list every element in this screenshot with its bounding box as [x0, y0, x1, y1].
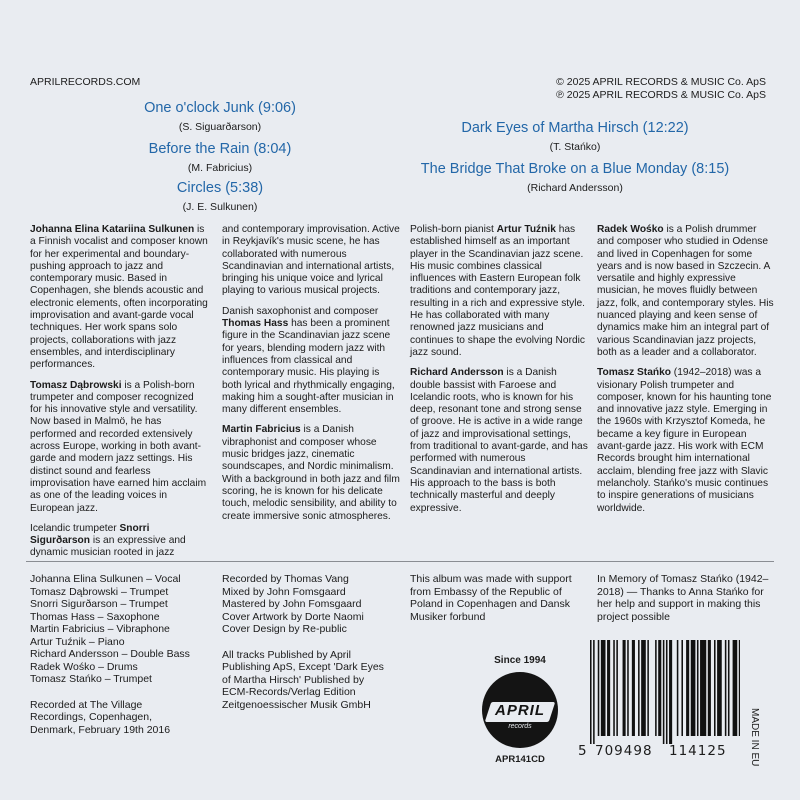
bio-text: is a Finnish vocalist and composer known for her experimental and boundary-pushing approach to jazz and contemporary music. Based in Copenhagen, she blends acoustic and electronic elements, often incorporating improvisation and avant-garde vocal techniques. Her work spans solo projects, collaborations with jazz ensembles, and interdisciplinary performances. [30, 224, 208, 371]
bio-name: Artur Tuźnik [496, 224, 556, 235]
track-title: Before the Rain (8:04) [148, 141, 292, 157]
barcode-bar [601, 640, 606, 736]
barcode-bar [598, 640, 600, 736]
support-note-block [410, 573, 580, 623]
bio-prefix: Polish-born pianist [410, 224, 497, 235]
bio-column-2 [222, 224, 400, 531]
track-item [110, 180, 330, 213]
barcode-bars [590, 640, 740, 744]
bio-paragraph [222, 424, 400, 522]
bio-paragraph [597, 367, 775, 515]
barcode-bar [708, 640, 711, 736]
bio-paragraph [222, 306, 400, 417]
publishing-note: All tracks Published by April Publishing ApS, Except 'Dark Eyes of Martha Hirsch' Published by ECM-Records/Verlag Edition Zeitgenoessischer Musik GmbH [222, 648, 384, 711]
barcode-bar [686, 640, 689, 736]
production-item: Mastered by John Fomsgaard [222, 598, 362, 610]
barcode-bar [607, 640, 610, 736]
memoriam-block [597, 573, 775, 623]
barcode-bar [593, 640, 595, 744]
bio-paragraph [410, 224, 588, 359]
catalog-number: APR141CD [495, 754, 545, 765]
barcode-bar [623, 640, 626, 736]
bio-text: has been a prominent figure in the Scandinavian jazz scene for years, blending modern jazz with influences from classical and contemporary music. His playing is both lyrical and rhythmically engaging, making him a sought-after musician in many different ensembles. [222, 318, 395, 416]
bio-text: and contemporary improvisation. Active in Reykjavík's music scene, he has collaborated with numerous Scandinavian and international artists, bringing his unique voice and lyrical playing to various musical projects. [222, 224, 400, 297]
barcode-bar [655, 640, 657, 736]
bio-name: Snorri Sigurðarson [30, 522, 150, 547]
copyright-line [556, 76, 766, 102]
memoriam-note: In Memory of Tomasz Stańko (1942–2018) — Thanks to Anna Stańko for her help and support in making this project possible [597, 573, 769, 623]
bio-paragraph [597, 224, 775, 359]
production-item: Recorded by Thomas Vang [222, 573, 349, 585]
bio-column-4 [597, 224, 775, 523]
support-note: This album was made with support from Embassy of the Republic of Poland in Copenhagen and Dansk Musiker forbund [410, 573, 572, 623]
track-item [410, 161, 740, 194]
track-item [110, 141, 330, 180]
bio-paragraph [222, 224, 400, 298]
barcode-bar [700, 640, 706, 736]
production-item: Mixed by John Fomsgaard [222, 585, 346, 598]
track-item [410, 120, 740, 161]
track-title: The Bridge That Broke on a Blue Monday (8:15) [420, 161, 730, 177]
bio-paragraph [30, 380, 208, 515]
logo-wordmark: APRIL [495, 702, 545, 719]
bio-paragraph [30, 523, 208, 560]
track-composer: (Richard Andersson) [527, 182, 623, 194]
phonogram-text: ℗ 2025 APRIL RECORDS & MUSIC Co. ApS [556, 89, 766, 101]
bio-name: Richard Andersson [410, 367, 504, 379]
barcode-bar [613, 640, 615, 736]
personnel-item: Radek Wośko – Drums [30, 660, 138, 673]
barcode-bar [666, 640, 668, 744]
section-divider [26, 561, 774, 562]
bio-text: is a Danish double bassist with Faroese and Icelandic roots, who is known for his deep, resonant tone and strong sense of groove. He is active in a wide range of jazz and improvisational settings, from traditional to avant-garde, and has performed with numerous Scandinavian and international artists. His approach to the bass is both technically masterful and deeply expressive. [410, 367, 588, 514]
bio-name: Tomasz Dąbrowski [30, 379, 122, 391]
barcode-bar [658, 640, 661, 736]
barcode-bar [714, 640, 716, 736]
recorded-at: Recorded at The Village Recordings, Copenhagen, Denmark, February 19th 2016 [30, 698, 171, 736]
bio-name: Thomas Hass [222, 318, 289, 330]
bio-text: is a Danish vibraphonist and composer whose music bridges jazz, cinematic soundscapes, and Nordic minimalism. With a background in both jazz and film scoring, he is known for his delicate touch, melodic sensibility, and ability to create immersive sonic atmospheres. [222, 424, 400, 522]
barcode-bar [590, 640, 592, 744]
personnel-item: Martin Fabricius – Vibraphone [30, 623, 170, 635]
barcode-bar [691, 640, 696, 736]
track-composer: (M. Fabricius) [187, 162, 253, 174]
production-credits [222, 573, 392, 711]
barcode-bar [632, 640, 635, 736]
barcode-bar [638, 640, 640, 736]
bio-name: Radek Wośko [597, 224, 664, 235]
track-title: Dark Eyes of Martha Hirsch (12:22) [461, 120, 689, 136]
barcode-bar [717, 640, 722, 736]
barcode-bar [733, 640, 738, 736]
track-composer: (J. E. Sulkunen) [182, 201, 258, 213]
barcode-bar [725, 640, 727, 736]
personnel-item: Snorri Sigurðarson – Trumpet [30, 598, 168, 610]
track-composer: (T. Stańko) [549, 141, 601, 153]
personnel-item: Tomasz Stańko – Trumpet [30, 673, 152, 685]
bio-text: is a Polish-born trumpeter and composer recognized for his innovative style and versatility. Now based in Malmö, he has performed and recorded extensively across Europe, working in both avant-garde and modern jazz settings. His distinct sound and fearless improvisation have earned him acclaim as one of the leading voices in European jazz. [30, 379, 207, 514]
barcode-bar [697, 640, 699, 736]
barcode-digits-right: 114125 [669, 743, 727, 759]
barcode-digits-left: 709498 [595, 743, 653, 759]
barcode-bar [663, 640, 665, 744]
website-url: APRILRECORDS.COM [30, 76, 141, 88]
copyright-text: © 2025 APRIL RECORDS & MUSIC Co. ApS [556, 76, 766, 88]
production-item: Cover Design by Re-public [222, 623, 347, 635]
bio-name: Martin Fabricius [222, 424, 301, 436]
bio-prefix: Danish saxophonist and composer [222, 305, 379, 317]
barcode-bar [728, 640, 730, 736]
label-block [470, 655, 570, 765]
barcode-bar [739, 640, 740, 736]
personnel-item: Artur Tuźnik – Piano [30, 635, 125, 648]
personnel-item: Richard Andersson – Double Bass [30, 648, 190, 660]
bio-name: Tomasz Stańko [597, 367, 671, 379]
tracklist-left [110, 100, 330, 213]
bio-text: (1942–2018) was a visionary Polish trumpeter and composer, known for his haunting tone and innovative jazz style. Emerging in the 1960s with Krzysztof Komeda, he became a key figure in European avant-garde jazz. His work with ECM Records brought him international acclaim, blending free jazz with Slavic melancholy. Stańko's music continues to inspire generations of musicians worldwide. [597, 367, 772, 514]
track-item [110, 100, 330, 141]
track-composer: (S. Siguarðarson) [178, 121, 262, 133]
barcode [578, 640, 740, 760]
bio-column-3 [410, 224, 588, 523]
bio-column-1 [30, 224, 208, 568]
bio-paragraph [410, 367, 588, 515]
bio-name: Johanna Elina Katariina Sulkunen [30, 224, 195, 235]
barcode-bar [616, 640, 618, 736]
april-logo-icon [482, 672, 558, 748]
personnel-item: Thomas Hass – Saxophone [30, 610, 160, 623]
barcode-bar [641, 640, 646, 736]
label-since: Since 1994 [494, 655, 546, 666]
personnel-item: Tomasz Dąbrowski – Trumpet [30, 585, 169, 598]
tracklist-right [410, 120, 740, 194]
made-in-label: MADE IN EU [749, 708, 760, 767]
bio-text: is a Polish drummer and composer who studied in Odense and lived in Copenhagen for some years and is now based in Szczecin. A versatile and highly expressive musician, he moves fluidly between jazz, folk, and contemporary styles. His nuanced playing and keen sense of dynamics make him an integral part of various Scandinavian jazz projects, both as a leader and a collaborator. [597, 224, 774, 358]
barcode-bar [681, 640, 683, 736]
track-title: Circles (5:38) [176, 180, 264, 196]
bio-text: is an expressive and dynamic musician rooted in jazz [30, 535, 186, 559]
barcode-bar [627, 640, 629, 736]
bio-paragraph [30, 224, 208, 372]
production-item: Cover Artwork by Dorte Naomi [222, 610, 364, 623]
personnel-list [30, 573, 210, 736]
personnel-item: Johanna Elina Sulkunen – Vocal [30, 573, 181, 585]
track-title: One o'clock Junk (9:06) [144, 100, 296, 116]
barcode-bar [677, 640, 679, 736]
barcode-bar [647, 640, 649, 736]
barcode-bar [669, 640, 672, 744]
bio-text: has established himself as an important player in the Scandinavian jazz scene. His music combines classical influences with Eastern European folk traditions and contemporary jazz, resulting in a rich and expressive style. He has collaborated with many renowned jazz musicians and continues to shape the evolving Nordic jazz sound. [410, 224, 585, 358]
bio-prefix: Icelandic trumpeter [30, 522, 120, 534]
barcode-digit-first: 5 [578, 743, 587, 759]
logo-sub: records [508, 723, 532, 730]
